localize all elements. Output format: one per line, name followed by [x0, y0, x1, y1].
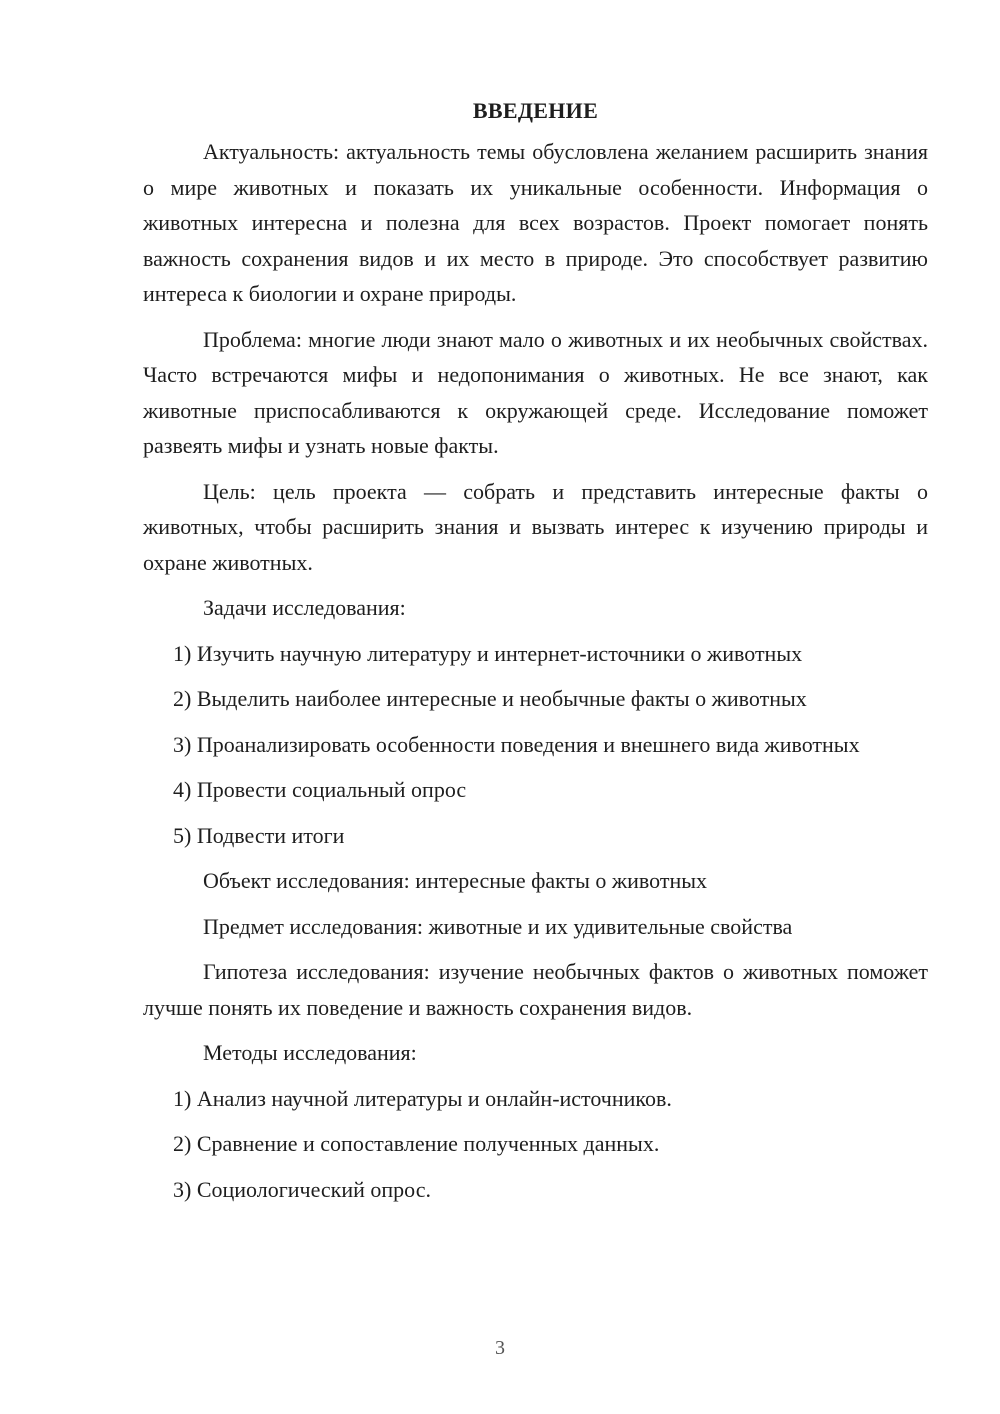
method-item: 1) Анализ научной литературы и онлайн-источников. — [173, 1085, 672, 1111]
goal-paragraph: Цель: цель проекта — собрать и представить интересные факты о животных, чтобы расширить знания и вызвать интерес к изучению природы и охране животных. — [143, 478, 928, 575]
object-paragraph: Объект исследования: интересные факты о животных — [203, 868, 708, 893]
hypothesis-paragraph: Гипотеза исследования: изучение необычных фактов о животных поможет лучше понять их поведение и важность сохранения видов. — [143, 959, 928, 1020]
relevance-paragraph: Актуальность: актуальность темы обусловлена желанием расширить знания о мире животных и показать их уникальные особенности. Информация о животных интересна и полезна для всех возрастов. Проект помогает понять важность сохранения видов и их место в природе. Это способствует развитию интереса к биологии и охране природы. — [143, 139, 928, 306]
method-item: 2) Сравнение и сопоставление полученных данных. — [173, 1131, 660, 1156]
section-title: ВВЕДЕНИЕ — [472, 98, 599, 123]
task-item: 5) Подвести итоги — [173, 822, 345, 848]
methods-heading: Методы исследования: — [203, 1040, 417, 1065]
task-item: 3) Проанализировать особенности поведения и внешнего вида животных — [173, 731, 860, 757]
tasks-heading: Задачи исследования: — [203, 595, 406, 620]
task-item: 4) Провести социальный опрос — [173, 777, 467, 802]
problem-paragraph: Проблема: многие люди знают мало о животных и их необычных свойствах. Часто встречаются мифы и недопонимания о животных. Не все знают, как животные приспосабливаются к окружающей среде. Исследование поможет развеять мифы и узнать новые факты. — [143, 326, 928, 458]
page-number: 3 — [495, 1337, 505, 1359]
task-item: 1) Изучить научную литературу и интернет-источники о животных — [173, 640, 803, 666]
task-item: 2) Выделить наиболее интересные и необычные факты о животных — [173, 686, 807, 711]
page-content — [143, 96, 928, 1207]
method-item: 3) Социологический опрос. — [173, 1176, 431, 1202]
subject-paragraph: Предмет исследования: животные и их удивительные свойства — [203, 913, 793, 939]
